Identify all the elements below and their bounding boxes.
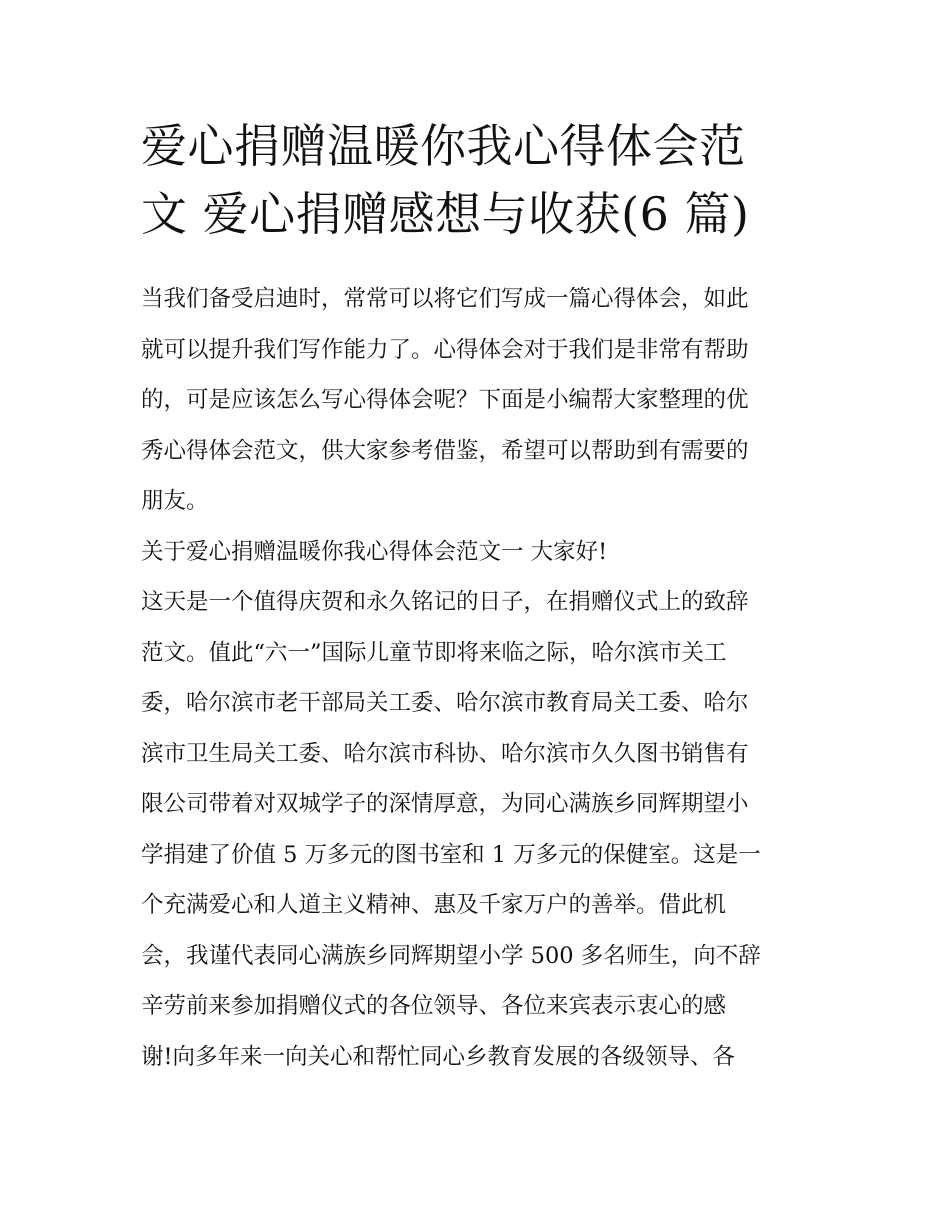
text-line: 谢!向多年来一向关心和帮忙同心乡教育发展的各级领导、各 [141, 1043, 736, 1070]
text-line: 秀心得体会范文，供大家参考借鉴，希望可以帮助到有需要的 [141, 437, 749, 464]
text-line: 限公司带着对双城学子的深情厚意，为同心满族乡同辉期望小 [141, 791, 749, 817]
text-line: 朋友。 [141, 488, 209, 514]
text-line: 会，我谨代表同心满族乡同辉期望小学 500 多名师生，向不辞 [141, 942, 761, 969]
text-line: 关于爱心捐赠温暖你我心得体会范文一 大家好! [141, 538, 608, 565]
text-line: 委，哈尔滨市老干部局关工委、哈尔滨市教育局关工委、哈尔 [141, 690, 749, 716]
text-line: 范文。值此“六一”国际儿童节即将来临之际，哈尔滨市关工 [141, 639, 727, 666]
title-line: 文 爱心捐赠感想与收获(6 篇) [141, 187, 750, 241]
text-line: 滨市卫生局关工委、哈尔滨市科协、哈尔滨市久久图书销售有 [141, 740, 749, 767]
document-title [141, 112, 813, 248]
text-line: 辛劳前来参加捐赠仪式的各位领导、各位来宾表示衷心的感 [141, 993, 727, 1019]
document-body [141, 112, 813, 1082]
intro-paragraph [141, 274, 813, 527]
body-paragraph [141, 577, 813, 1082]
document-paragraphs [141, 274, 813, 1082]
text-line: 个充满爱心和人道主义精神、惠及千家万户的善举。借此机 [141, 892, 727, 918]
text-line: 就可以提升我们写作能力了。心得体会对于我们是非常有帮助 [141, 336, 749, 363]
text-line: 学捐建了价值 5 万多元的图书室和 1 万多元的保健室。这是一 [141, 841, 761, 868]
text-line: 这天是一个值得庆贺和永久铭记的日子，在捐赠仪式上的致辞 [141, 589, 749, 615]
text-line: 当我们备受启迪时，常常可以将它们写成一篇心得体会，如此 [141, 286, 749, 312]
text-line: 的，可是应该怎么写心得体会呢？下面是小编帮大家整理的优 [141, 387, 749, 413]
title-line: 爱心捐赠温暖你我心得体会范 [141, 119, 746, 173]
section-heading-paragraph [141, 527, 813, 578]
